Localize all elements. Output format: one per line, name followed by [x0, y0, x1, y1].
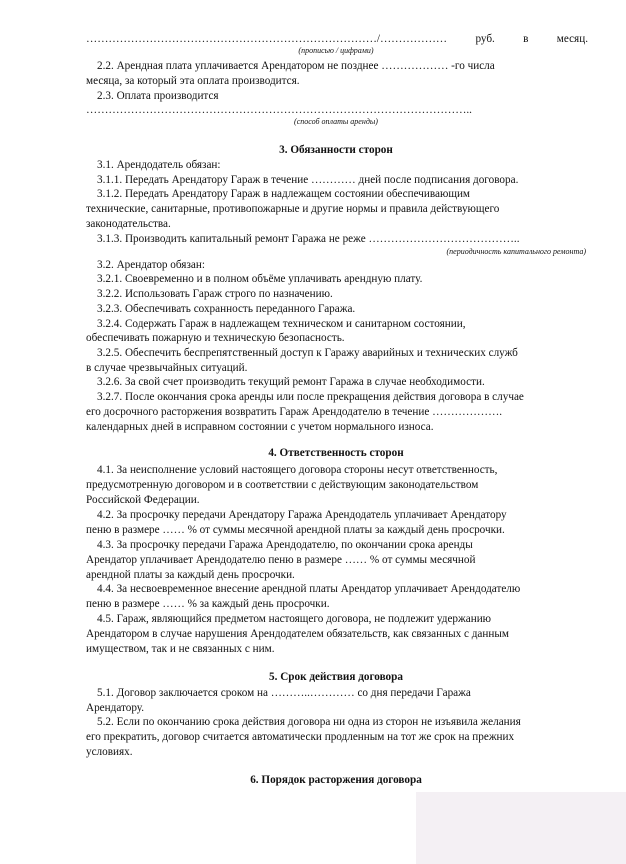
clause-4-4-line-1: 4.4. За несвоевременное внесение арендной платы Арендатор уплачивает Арендодателю: [97, 583, 521, 595]
clause-3-1-3: 3.1.3. Производить капитальный ремонт Гаража не реже …………………………………..: [97, 233, 520, 245]
clause-4-1-line-3: Российской Федерации.: [86, 494, 200, 506]
corner-shade: [416, 792, 626, 864]
clause-3-2-7-line-2: его досрочного расторжения возвратить Гараж Арендодателю в течение ……………….: [86, 406, 503, 418]
clause-5-2-line-1: 5.2. Если по окончанию срока действия договора ни одна из сторон не изъявила желания: [97, 716, 521, 728]
clause-4-2-line-2: пеню в размере …… % от суммы месячной арендной платы за каждый день просрочки.: [86, 524, 505, 536]
clause-4-2-line-1: 4.2. За просрочку передачи Арендатору Гаража Арендодатель уплачивает Арендатору: [97, 509, 507, 521]
clause-5-1-line-1: 5.1. Договор заключается сроком на ………..………… со дня передачи Гаража: [97, 687, 471, 699]
clause-5-2-line-2: его прекратить, договор считается автоматически продленным на тот же срок на прежних: [86, 731, 515, 743]
rent-amount-caption: (прописью / цифрами): [298, 46, 374, 55]
clause-3-2-4-line-1: 3.2.4. Содержать Гараж в надлежащем техническом и санитарном состоянии,: [97, 318, 466, 330]
clause-5-1-line-2: Арендатору.: [86, 702, 145, 714]
clause-3-1-2-line-1: 3.1.2. Передать Арендатору Гараж в надлежащем состоянии обеспечивающим: [97, 188, 471, 200]
payment-method-caption: (способ оплаты аренды): [294, 117, 378, 126]
section-3-heading: 3. Обязанности сторон: [279, 144, 393, 156]
section-5-heading: 5. Срок действия договора: [269, 671, 403, 683]
section-6-heading: 6. Порядок расторжения договора: [250, 774, 422, 786]
clause-4-3-line-2: Арендатор уплачивает Арендодателю пеню в размере …… % от суммы месячной: [86, 554, 476, 566]
clause-3-2-3: 3.2.3. Обеспечивать сохранность переданного Гаража.: [97, 303, 356, 315]
clause-4-3-line-1: 4.3. За просрочку передачи Гаража Арендодателю, по окончании срока аренды: [97, 539, 473, 551]
clause-5-2-line-3: условиях.: [86, 746, 133, 758]
clause-4-1-line-2: предусмотренную договором и в соответствии с действующим законодательством: [86, 479, 479, 491]
clause-4-1-line-1: 4.1. За неисполнение условий настоящего договора стороны несут ответственность,: [97, 464, 498, 476]
clause-3-2-6: 3.2.6. За свой счет производить текущий ремонт Гаража в случае необходимости.: [97, 376, 485, 388]
repair-period-caption: (периодичность капитального ремонта): [446, 247, 586, 256]
clause-3-2-4-line-2: обеспечивать пожарную и техническую безопасность.: [86, 332, 345, 344]
payment-method-line: …………………………………………………………………………………………..: [86, 104, 472, 116]
section-4-heading: 4. Ответственность сторон: [268, 447, 404, 459]
clause-2-2-line-1: 2.2. Арендная плата уплачивается Арендатором не позднее ……………… -го числа: [97, 60, 495, 72]
clause-4-3-line-3: арендной платы за каждый день просрочки.: [86, 569, 295, 581]
clause-3-2-5-line-2: в случае чрезвычайных ситуаций.: [86, 362, 248, 374]
rent-amount-line: ……………………………………………………………………/……………… руб. в месяц.: [86, 33, 588, 45]
clause-4-5-line-3: имуществом, так и не связанных с ним.: [86, 643, 275, 655]
clause-3-2-5-line-1: 3.2.5. Обеспечить беспрепятственный доступ к Гаражу аварийных и технических служб: [97, 347, 518, 359]
clause-3-2-1: 3.2.1. Своевременно и в полном объёме уплачивать арендную плату.: [97, 273, 423, 285]
clause-3-1-2-line-3: законодательства.: [86, 218, 171, 230]
clause-3-2: 3.2. Арендатор обязан:: [97, 259, 205, 271]
clause-3-2-2: 3.2.2. Использовать Гараж строго по назначению.: [97, 288, 333, 300]
clause-2-3: 2.3. Оплата производится: [97, 90, 219, 102]
clause-4-5-line-1: 4.5. Гараж, являющийся предметом настоящего договора, не подлежит удержанию: [97, 613, 492, 625]
clause-4-4-line-2: пеню в размере …… % за каждый день просрочки.: [86, 598, 330, 610]
clause-3-1-2-line-2: технические, санитарные, противопожарные и другие нормы и правила действующего: [86, 203, 500, 215]
clause-3-1-1: 3.1.1. Передать Арендатору Гараж в течение ………… дней после подписания договора.: [97, 174, 519, 186]
clause-2-2-line-2: месяца, за который эта оплата производится.: [86, 75, 300, 87]
clause-3-2-7-line-3: календарных дней в исправном состоянии с учетом нормального износа.: [86, 421, 434, 433]
clause-4-5-line-2: Арендатором в случае нарушения Арендодателем обязательств, как связанных с данным: [86, 628, 509, 640]
clause-3-2-7-line-1: 3.2.7. После окончания срока аренды или после прекращения действия договора в случае: [97, 391, 524, 403]
clause-3-1: 3.1. Арендодатель обязан:: [97, 159, 221, 171]
